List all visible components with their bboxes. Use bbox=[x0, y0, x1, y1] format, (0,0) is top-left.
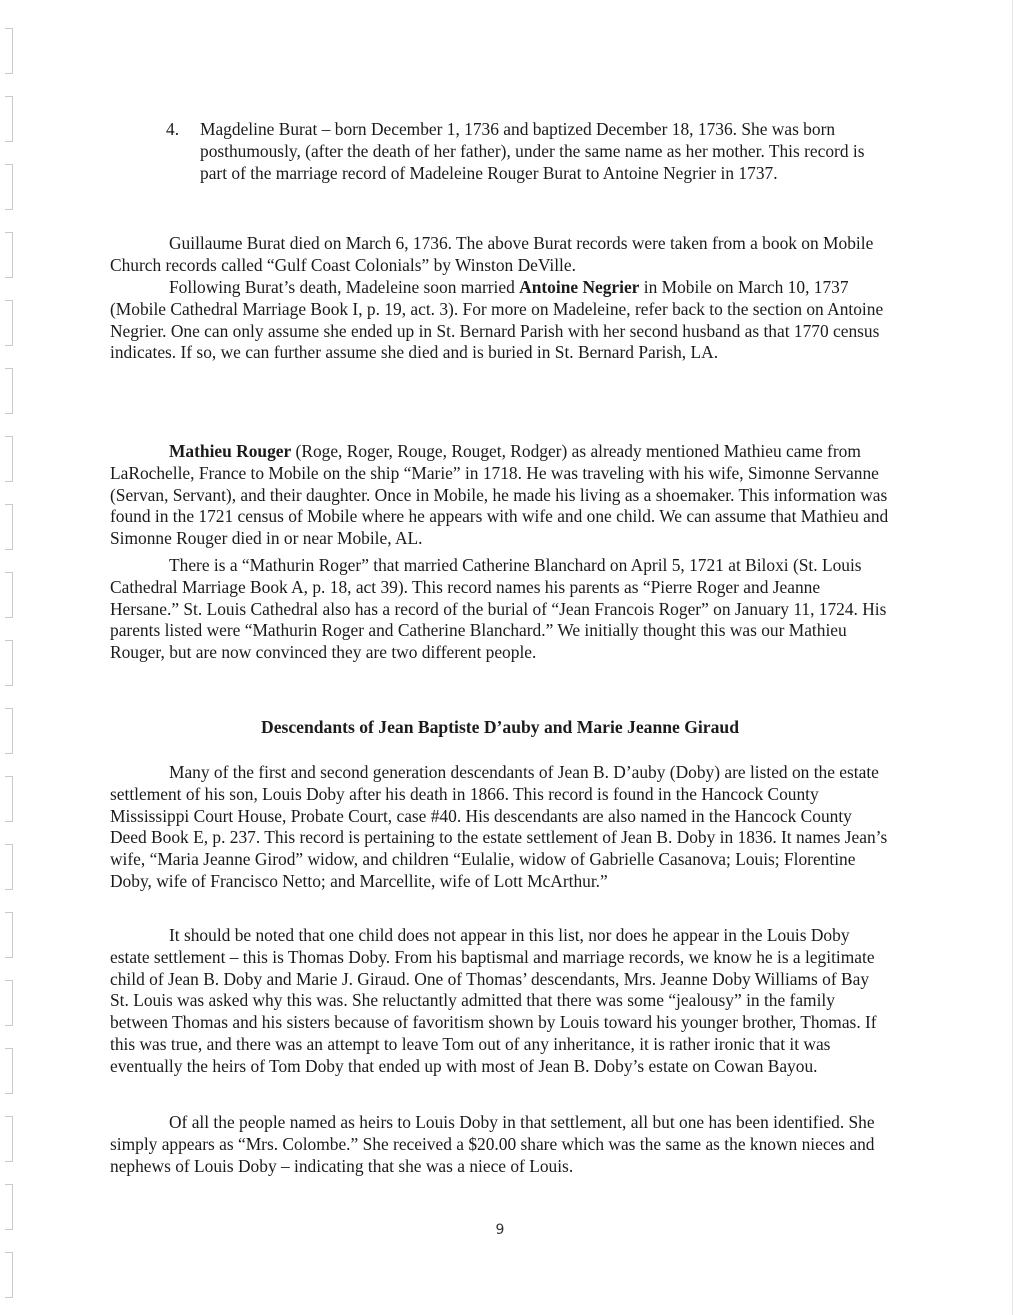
page-number: 9 bbox=[495, 1222, 505, 1238]
paragraph-mathieu-rouger bbox=[110, 441, 890, 550]
binder-mark bbox=[5, 1252, 13, 1298]
binder-mark bbox=[5, 232, 13, 278]
paragraph-doby-estate: Many of the first and second generation descendants of Jean B. D’auby (Doby) are listed on the estate settlement of his son, Louis Doby after his death in 1866. This record is found in the Hancock County Mississippi Court House, Probate Court, case #40. His descendants are also named in the Hancock County Deed Book E, p. 237. This record is pertaining to the estate settlement of Jean B. Doby in 1836. It names Jean’s wife, “Maria Jeanne Girod” widow, and children “Eulalie, widow of Gabrielle Casanova; Louis; Florentine Doby, wife of Francisco Netto; and Marcellite, wife of Lott McArthur.” bbox=[110, 762, 888, 891]
paragraph-burat-death: Guillaume Burat died on March 6, 1736. The above Burat records were taken from a book on Mobile Church records called “Gulf Coast Colonials” by Winston DeVille. bbox=[110, 233, 874, 275]
paragraph-thomas-doby: It should be noted that one child does not appear in this list, nor does he appear in the Louis Doby estate settlement – this is Thomas Doby. From his baptismal and marriage records, we know he is a legitimate child of Jean B. Doby and Marie J. Giraud. One of Thomas’ descendants, Mrs. Jeanne Doby Williams of Bay St. Louis was asked why this was. She reluctantly admitted that there was some “jealousy” in the family between Thomas and his sisters because of favoritism shown by Louis toward his younger brother, Thomas. If this was true, and there was an attempt to leave Tom out of any inheritance, it is rather ironic that it was eventually the heirs of Tom Doby that ended up with most of Jean B. Doby’s estate on Cowan Bayou. bbox=[110, 925, 877, 1076]
paragraph-mathurin-roger: There is a “Mathurin Roger” that married Catherine Blanchard on April 5, 1721 at Biloxi (St. Louis Cathedral Marriage Book A, p. 18, act 39). This record names his parents as “Pierre Roger and Jeanne Hersane.” St. Louis Cathedral also has a record of the burial of “Jean Francois Roger” on January 11, 1724. His parents listed were “Mathurin Roger and Catherine Blanchard.” We initially thought this was our Mathieu Rouger, but are now convinced they are two different people. bbox=[110, 555, 887, 663]
binder-mark bbox=[5, 164, 13, 210]
section-heading: Descendants of Jean Baptiste D’auby and Marie Jeanne Giraud bbox=[261, 717, 739, 737]
binder-mark bbox=[5, 504, 13, 550]
person-name-mathieu-rouger: Mathieu Rouger bbox=[169, 441, 292, 461]
binder-mark bbox=[5, 96, 13, 142]
binder-mark bbox=[5, 572, 13, 618]
paragraph-text: (Roge, Roger, Rouge, Rouget, Rodger) as already mentioned Mathieu came from LaRochelle, France to Mobile on the ship “Marie” in 1718. He was traveling with his wife, Simonne Servanne (Servan, Servant), and their daughter. Once in Mobile, he made his living as a shoemaker. This information was found in the 1721 census of Mobile where he appears with wife and one child. We can assume that Mathieu and Simonne Rouger died in or near Mobile, AL. bbox=[110, 441, 889, 549]
binder-hole-marks bbox=[0, 0, 20, 1315]
binder-mark bbox=[5, 776, 13, 822]
binder-mark bbox=[5, 300, 13, 346]
binder-mark bbox=[5, 28, 13, 74]
binder-mark bbox=[5, 980, 13, 1026]
list-item-number: 4. bbox=[166, 119, 180, 139]
binder-mark bbox=[5, 844, 13, 890]
binder-mark bbox=[5, 640, 13, 686]
paragraph-text: in Mobile on March 10, 1737 (Mobile Cathedral Marriage Book I, p. 19, act. 3). For more on Madeleine, refer back to the section on Antoine Negrier. One can only assume she ended up in St. Bernard Parish with her second husband as that 1770 census indicates. If so, we can further assume she died and is buried in St. Bernard Parish, LA. bbox=[110, 277, 884, 363]
list-item-4 bbox=[166, 119, 882, 184]
list-item-text: Magdeline Burat – born December 1, 1736 and baptized December 18, 1736. She was born posthumously, (after the death of her father), under the same name as her mother. This record is part of the marriage record of Madeleine Rouger Burat to Antoine Negrier in 1737. bbox=[200, 119, 865, 183]
page-edge bbox=[1012, 0, 1013, 1315]
binder-mark bbox=[5, 368, 13, 414]
binder-mark bbox=[5, 1048, 13, 1094]
paragraph-mrs-colombe: Of all the people named as heirs to Louis Doby in that settlement, all but one has been identified. She simply appears as “Mrs. Colombe.” She received a $20.00 share which was the same as the known nieces and nephews of Louis Doby – indicating that she was a niece of Louis. bbox=[110, 1112, 875, 1176]
binder-mark bbox=[5, 436, 13, 482]
paragraph-text: Following Burat’s death, Madeleine soon married bbox=[169, 277, 520, 297]
binder-mark bbox=[5, 1116, 13, 1162]
binder-mark bbox=[5, 708, 13, 754]
binder-mark bbox=[5, 912, 13, 958]
paragraph-madeleine-remarriage bbox=[110, 277, 890, 364]
person-name-antoine-negrier: Antoine Negrier bbox=[519, 277, 640, 297]
